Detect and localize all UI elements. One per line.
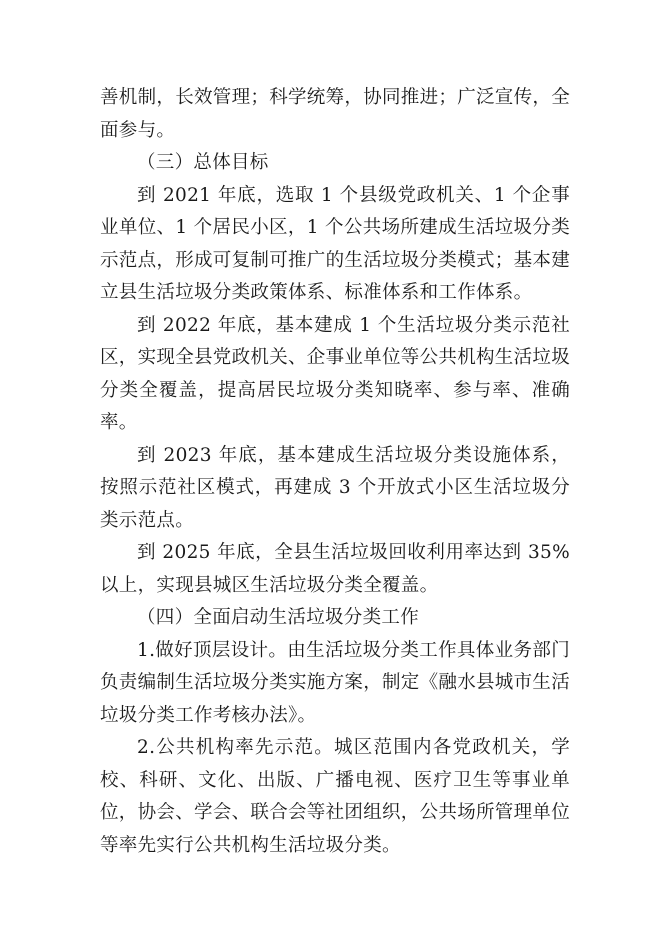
document-body — [100, 82, 570, 862]
paragraph-continuation: 善机制，长效管理；科学统筹，协同推进；广泛宣传，全面参与。 — [100, 87, 571, 141]
section-heading-overall-goals: （三）总体目标 — [137, 152, 269, 173]
paragraph-goal-2022: 到 2022 年底，基本建成 1 个生活垃圾分类示范社区，实现全县党政机关、企事业单位等公共机构生活垃圾分类全覆盖，提高居民垃圾分类知晓率、参与率、准确率。 — [100, 314, 571, 433]
section-heading-launch-sorting: （四）全面启动生活垃圾分类工作 — [137, 607, 420, 628]
paragraph-top-level-design: 1.做好顶层设计。由生活垃圾分类工作具体业务部门负责编制生活垃圾分类实施方案，制定《融水县城市生活垃圾分类工作考核办法》。 — [100, 639, 571, 726]
paragraph-goal-2023: 到 2023 年底，基本建成生活垃圾分类设施体系，按照示范社区模式，再建成 3 个开放式小区生活垃圾分类示范点。 — [100, 444, 570, 531]
paragraph-public-institutions: 2.公共机构率先示范。城区范围内各党政机关，学校、科研、文化、出版、广播电视、医疗卫生等事业单位，协会、学会、联合会等社团组织，公共场所管理单位等率先实行公共机构生活垃圾分类。 — [100, 737, 571, 856]
paragraph-goal-2021: 到 2021 年底，选取 1 个县级党政机关、1 个企事业单位、1 个居民小区，1 个公共场所建成生活垃圾分类示范点，形成可复制可推广的生活垃圾分类模式；基本建立县生活垃圾分类政策体系、标准体系和工作体系。 — [100, 184, 571, 303]
paragraph-goal-2025: 到 2025 年底，全县生活垃圾回收利用率达到 35%以上，实现县城区生活垃圾分类全覆盖。 — [100, 542, 570, 596]
